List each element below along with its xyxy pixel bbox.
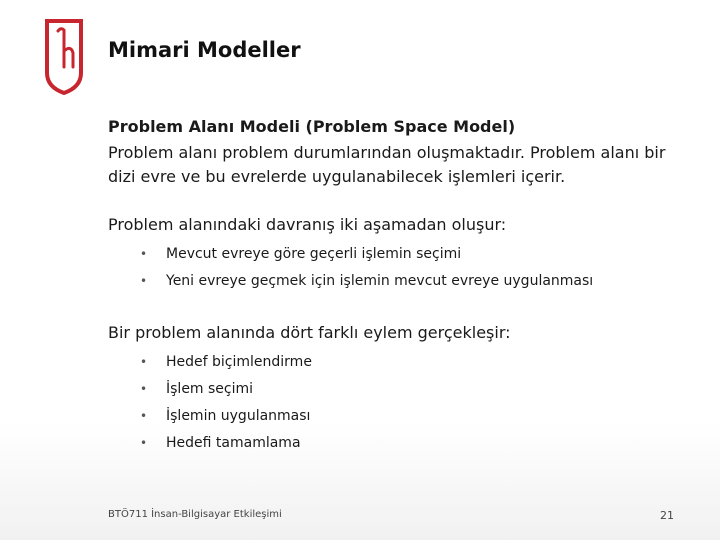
list-item bbox=[108, 376, 668, 403]
list-item bbox=[108, 241, 668, 268]
page-number: 21 bbox=[660, 509, 674, 522]
page-title: Mimari Modeller bbox=[108, 38, 301, 62]
list-item-label: Hedefi tamamlama bbox=[166, 435, 301, 451]
actions-list bbox=[108, 349, 668, 457]
list-item bbox=[108, 268, 668, 295]
bullet-icon: • bbox=[140, 247, 148, 261]
list-item bbox=[108, 430, 668, 457]
bullet-icon: • bbox=[140, 409, 148, 423]
bullet-icon: • bbox=[140, 274, 148, 288]
list-item-label: İşlem seçimi bbox=[166, 381, 254, 397]
list-item-label: Hedef biçimlendirme bbox=[166, 354, 312, 370]
list-item bbox=[108, 403, 668, 430]
behavior-list bbox=[108, 241, 668, 295]
list-item-label: Yeni evreye geçmek için işlemin mevcut evreye uygulanması bbox=[166, 273, 594, 289]
bullet-icon: • bbox=[140, 436, 148, 450]
bullet-icon: • bbox=[140, 355, 148, 369]
slide-content bbox=[108, 116, 668, 457]
list-item bbox=[108, 349, 668, 376]
university-logo-icon bbox=[41, 17, 87, 95]
intro-paragraph: Problem alanı problem durumlarından oluşmaktadır. Problem alanı bir dizi evre ve bu evrelerde uygulanabilecek işlemleri içerir. bbox=[108, 143, 666, 186]
footer-course: BTÖ711 İnsan-Bilgisayar Etkileşimi bbox=[108, 509, 282, 520]
bullet-icon: • bbox=[140, 382, 148, 396]
behavior-intro: Problem alanındaki davranış iki aşamadan oluşur: bbox=[108, 215, 507, 234]
list-item-label: İşlemin uygulanması bbox=[166, 408, 311, 424]
list-item-label: Mevcut evreye göre geçerli işlemin seçimi bbox=[166, 246, 462, 262]
section-subhead: Problem Alanı Modeli (Problem Space Model) bbox=[108, 117, 516, 136]
actions-intro: Bir problem alanında dört farklı eylem gerçekleşir: bbox=[108, 323, 511, 342]
